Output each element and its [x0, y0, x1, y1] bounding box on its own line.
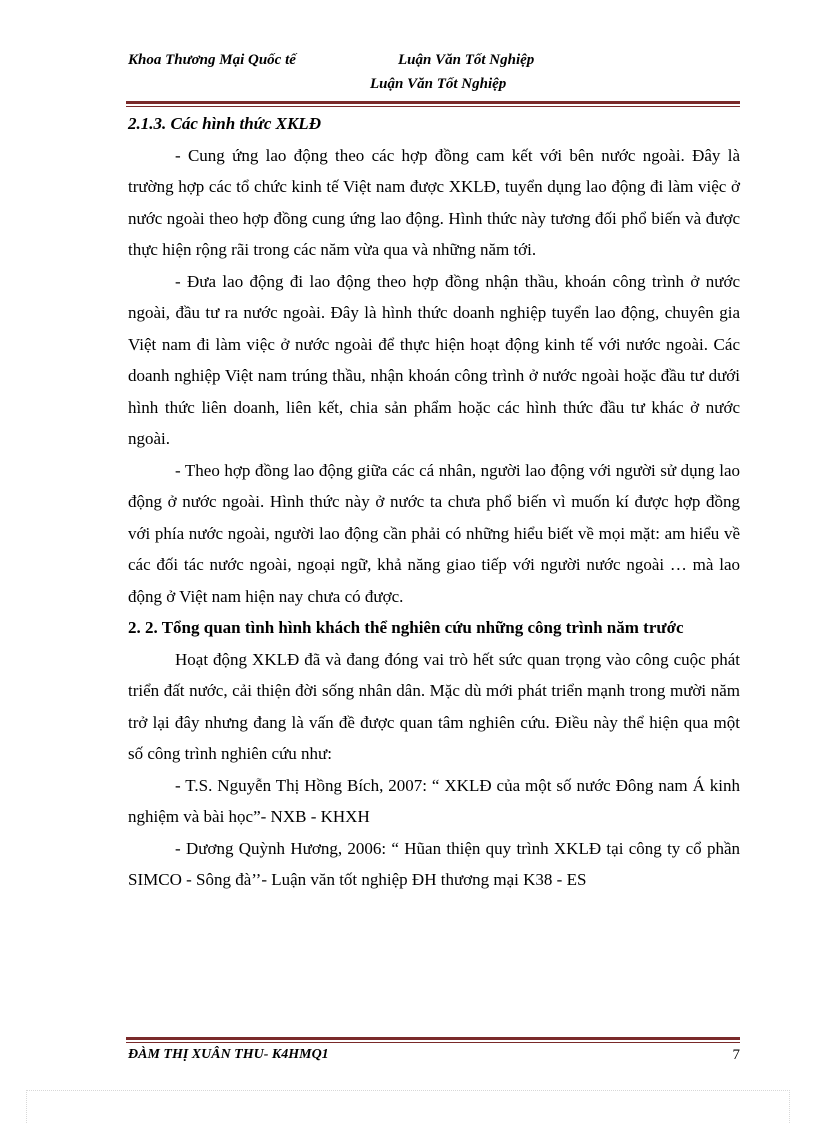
page-number: 7 — [732, 1047, 740, 1063]
header-faculty: Khoa Thương Mại Quốc tế — [128, 52, 296, 68]
page-edge-guide — [26, 1090, 27, 1123]
section-heading-2-2: 2. 2. Tổng quan tình hình khách thể nghiên cứu những công trình năm trước — [128, 618, 684, 637]
paragraph: Hoạt động XKLĐ đã và đang đóng vai trò hết sức quan trọng vào công cuộc phát triển đất nước, cải thiện đời sống nhân dân. Mặc dù mới phát triển mạnh trong mười năm trở lại đây nhưng đang là vấn đề được quan tâm nghiên cứu. Điều này thể hiện qua một số công trình nghiên cứu như: — [128, 649, 740, 763]
paragraph: - Theo hợp đồng lao động giữa các cá nhân, người lao động với người sử dụng lao động ở nước ngoài. Hình thức này ở nước ta chưa phổ biến vì muốn kí được hợp đồng với phía nước ngoài, người lao động cần phải có những hiểu biết về mọi mặt: am hiểu về các đối tác nước ngoài, ngoại ngữ, khả năng giao tiếp với người nước ngoài … mà lao động ở Việt nam hiện nay chưa có được. — [128, 460, 740, 606]
reference-item: - T.S. Nguyễn Thị Hồng Bích, 2007: “ XKLĐ của một số nước Đông nam Á kinh nghiệm và bài học”- NXB - KHXH — [128, 775, 740, 826]
page-edge-guide — [26, 1090, 790, 1091]
paragraph: - Cung ứng lao động theo các hợp đồng cam kết với bên nước ngoài. Đây là trường hợp các tổ chức kinh tế Việt nam được XKLĐ, tuyển dụng lao động đi làm việc ở nước ngoài theo hợp đồng cung ứng lao động. Hình thức này tương đối phổ biến và được thực hiện rộng rãi trong các năm vừa qua và những năm tới. — [128, 145, 740, 259]
reference-item: - Dương Quỳnh Hương, 2006: “ Hũan thiện quy trình XKLĐ tại công ty cổ phần SIMCO - Sông đà’’- Luận văn tốt nghiệp ĐH thương mại K38 - ES — [128, 838, 740, 889]
footer-divider — [126, 1037, 740, 1043]
page-body — [128, 108, 740, 896]
page-footer — [128, 1047, 740, 1063]
footer-author: ĐÀM THỊ XUÂN THU- K4HMQ1 — [128, 1047, 329, 1062]
header-title: Luận Văn Tốt Nghiệp — [398, 52, 535, 68]
paragraph: - Đưa lao động đi lao động theo hợp đồng nhận thầu, khoán công trình ở nước ngoài, đầu tư ra nước ngoài. Đây là hình thức doanh nghiệp tuyển lao động, chuyên gia Việt nam đi làm việc ở nước ngoài để thực hiện hoạt động kinh tế với nước ngoài. Các doanh nghiệp Việt nam trúng thầu, nhận khoán công trình ở nước ngoài hoặc đầu tư dưới hình thức liên doanh, liên kết, chia sản phẩm hoặc các hình thức đầu tư khác ở nước ngoài. — [128, 271, 740, 448]
page-edge-guide — [789, 1090, 790, 1123]
section-heading-2-1-3: 2.1.3. Các hình thức XKLĐ — [128, 114, 321, 133]
header-title-repeat: Luận Văn Tốt Nghiệp — [370, 76, 507, 92]
header-divider — [126, 101, 740, 107]
